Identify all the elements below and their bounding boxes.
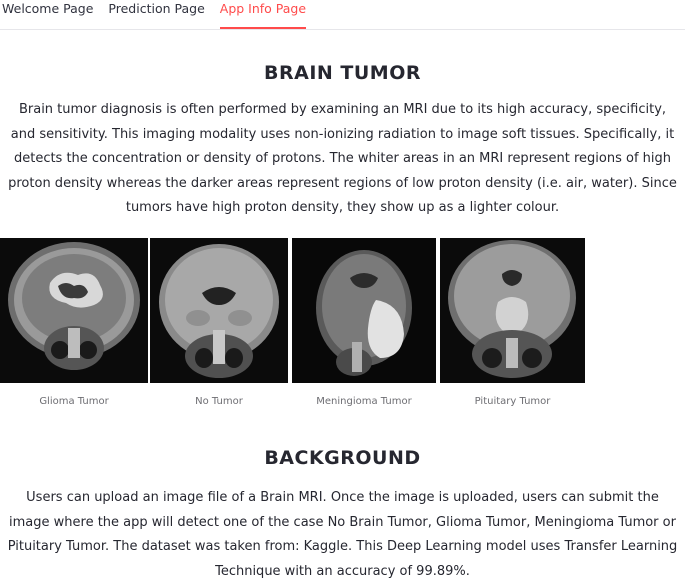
mri-glioma-icon — [0, 238, 148, 383]
caption-pituitary: Pituitary Tumor — [474, 396, 551, 407]
brain-tumor-description: Brain tumor diagnosis is often performed by examining an MRI due to its high accuracy, specificity, and sensitivity. This imaging modality uses non-ionizing radiation to image soft tissues. Specifically, it detects the concentration or density of protons. The whiter areas in an MRI represent regions of high proton density whereas the darker areas represent regions of low proton density (i.e. air, water). Since tumors have high proton density, they show up as a lighter colour. — [8, 102, 677, 215]
tab-bar — [0, 0, 685, 30]
brain-tumor-heading: BRAIN TUMOR — [264, 62, 421, 84]
background-description: Users can upload an image file of a Brain MRI. Once the image is uploaded, users can submit the image where the app will detect one of the case No Brain Tumor, Glioma Tumor, Meningioma Tumor or Pituitary Tumor. The dataset was taken from: Kaggle. This Deep Learning model uses Transfer Learning Technique with an accuracy of 99.89%. — [7, 490, 678, 579]
mri-meningioma-icon — [292, 238, 436, 383]
mri-no-tumor-icon — [150, 238, 288, 383]
tab-prediction-page[interactable]: Prediction Page — [108, 1, 205, 16]
caption-meningioma: Meningioma Tumor — [316, 396, 412, 407]
tab-app-info-page[interactable]: App Info Page — [220, 0, 306, 29]
background-heading: BACKGROUND — [264, 447, 421, 469]
mri-pituitary-icon — [440, 238, 585, 383]
caption-glioma: Glioma Tumor — [39, 396, 109, 407]
tab-welcome-page[interactable]: Welcome Page — [2, 1, 94, 16]
caption-no-tumor: No Tumor — [195, 396, 243, 407]
mri-image-row — [0, 238, 685, 383]
